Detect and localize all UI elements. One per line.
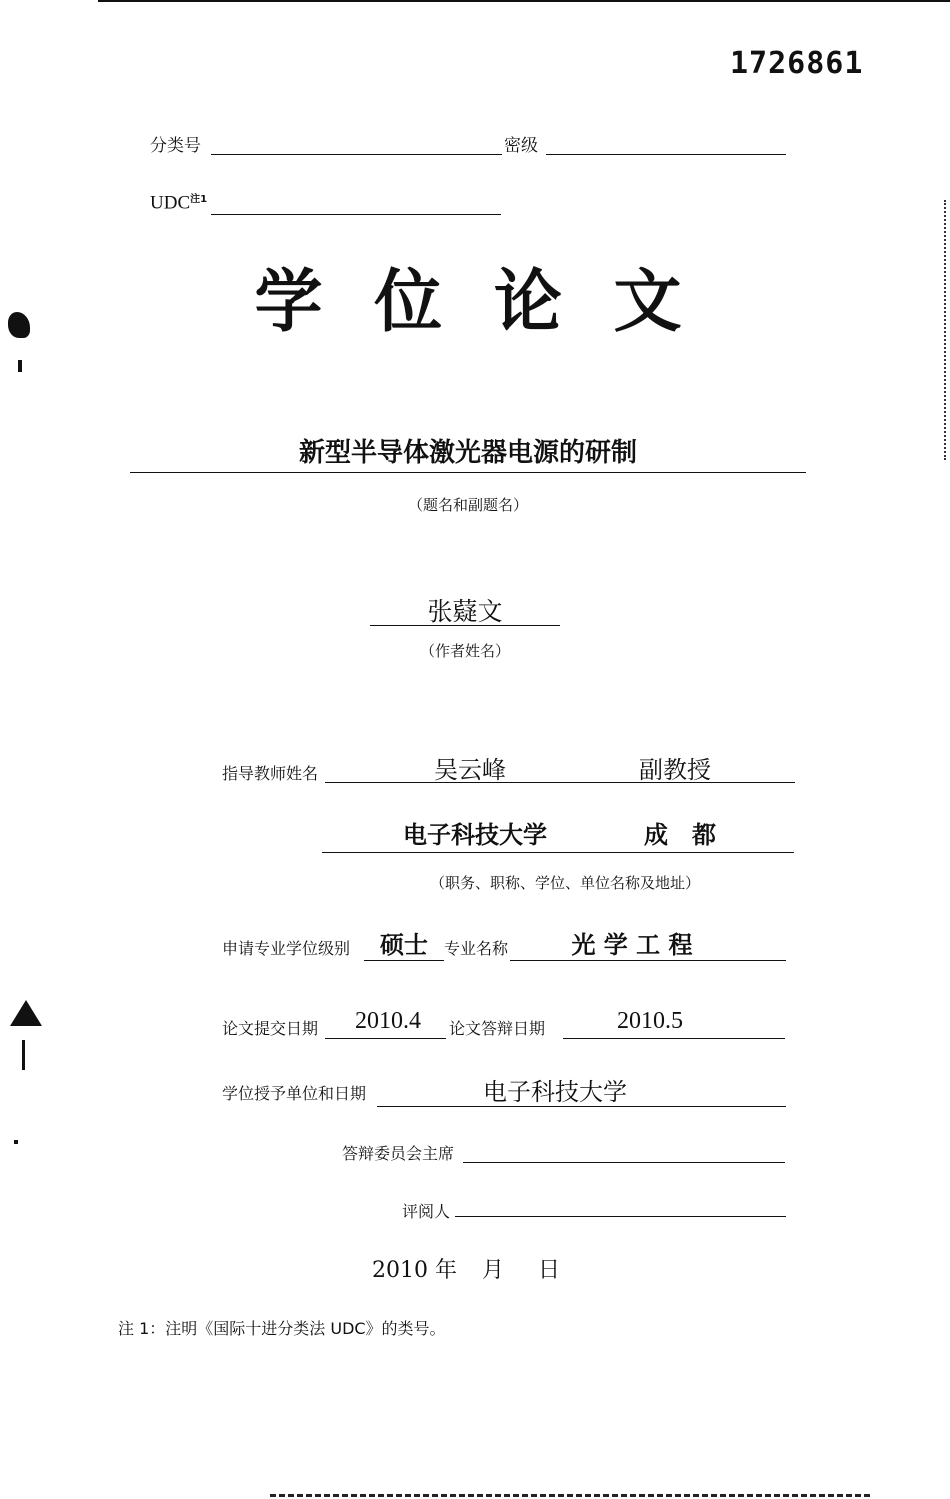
classification-field[interactable]	[211, 154, 502, 155]
date-day: 日	[538, 1258, 561, 1283]
reviewer-label: 评阅人	[402, 1202, 451, 1221]
top-edge-line	[98, 0, 950, 2]
author-caption: （作者姓名）	[419, 642, 510, 660]
major-label: 专业名称	[444, 939, 509, 958]
advisor-label: 指导教师姓名	[222, 764, 319, 783]
document-number: 1726861	[730, 46, 864, 81]
advisor-unit-underline	[322, 852, 794, 853]
thesis-topic-underline	[130, 472, 806, 473]
advisor-rank: 副教授	[639, 756, 711, 784]
defense-date-label: 论文答辩日期	[449, 1019, 546, 1038]
scan-mark-left-4	[22, 1040, 25, 1070]
grant-label: 学位授予单位和日期	[222, 1084, 367, 1103]
thesis-topic: 新型半导体激光器电源的研制	[298, 438, 637, 468]
advisor-underline	[325, 782, 795, 783]
grant-value: 电子科技大学	[483, 1078, 627, 1106]
submit-date-value: 2010.4	[355, 1008, 421, 1034]
advisor-city: 成 都	[644, 820, 716, 849]
submit-date-underline	[325, 1038, 446, 1039]
scan-mark-left-5	[14, 1140, 18, 1144]
defense-date-underline	[563, 1038, 785, 1039]
author-name: 张薿文	[427, 597, 503, 626]
udc-label-group	[150, 190, 207, 214]
secrecy-field[interactable]	[546, 154, 786, 155]
udc-note-mark: 注1	[190, 194, 208, 205]
grant-underline	[377, 1106, 786, 1107]
scan-mark-left-1	[8, 312, 30, 338]
scan-mark-bottom-edge	[270, 1494, 870, 1497]
footnote: 注 1：注明《国际十进分类法 UDC》的类号。	[118, 1319, 446, 1338]
thesis-topic-caption: （题名和副题名）	[407, 496, 528, 514]
submit-date-label: 论文提交日期	[222, 1019, 319, 1038]
udc-label: UDC	[150, 192, 191, 214]
major-value: 光 学 工 程	[571, 930, 693, 959]
document-title: 学 位 论 文	[254, 262, 696, 342]
advisor-unit: 电子科技大学	[403, 820, 547, 849]
committee-chair-label: 答辩委员会主席	[342, 1144, 455, 1163]
scan-mark-right-edge	[944, 200, 949, 460]
degree-level-label: 申请专业学位级别	[222, 939, 351, 958]
committee-chair-field[interactable]	[463, 1162, 785, 1163]
secrecy-label: 密级	[504, 136, 538, 156]
advisor-caption: （职务、职称、学位、单位名称及地址）	[429, 874, 700, 892]
degree-level-value: 硕士	[380, 930, 428, 959]
advisor-name: 吴云峰	[434, 756, 506, 784]
author-underline	[370, 625, 560, 626]
scan-mark-left-2	[18, 360, 22, 372]
defense-date-value: 2010.5	[617, 1008, 683, 1034]
degree-level-underline	[364, 960, 444, 961]
udc-field[interactable]	[211, 214, 501, 215]
date-year: 2010 年	[372, 1258, 457, 1283]
scan-mark-left-3	[10, 1000, 42, 1026]
reviewer-field[interactable]	[455, 1216, 786, 1217]
major-underline	[510, 960, 786, 961]
date-month: 月	[482, 1258, 505, 1283]
classification-label: 分类号	[150, 136, 201, 156]
